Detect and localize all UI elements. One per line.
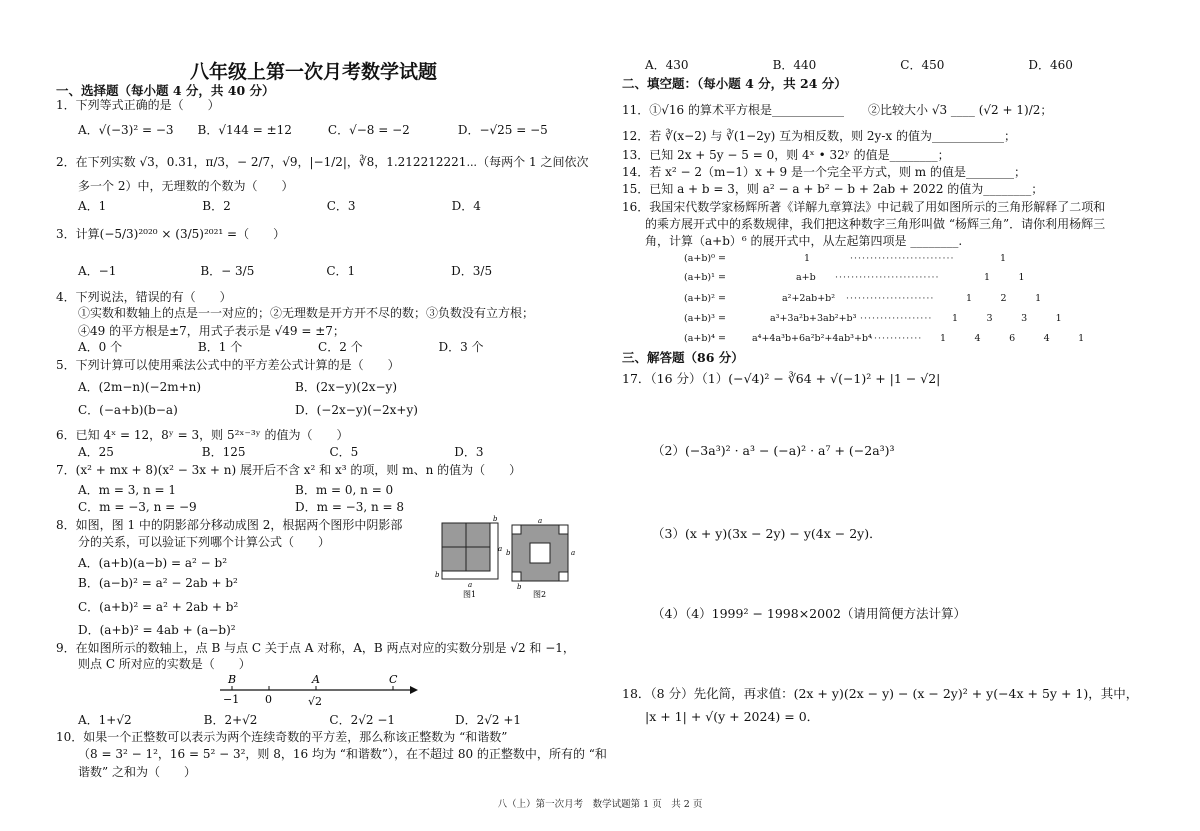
fig2-label-b: b [506,549,511,557]
q4-stem: 4．下列说法，错误的有（ ） [56,290,232,304]
q8-figure [432,515,590,601]
q7-option-c: C．m = −3, n = −9 [78,500,197,514]
q6-options: A．25 B．125 C．5 D．3 [78,445,484,459]
q7-option-d: D．m = −3, n = 8 [295,500,405,514]
q4-statements: ①实数和数轴上的点是一一对应的；②无理数是开方开不尽的数；③负数没有立方根； [78,306,535,320]
q3-options: A．−1 B．− 3/5 C．1 D．3/5 [78,264,493,278]
yh-dots-4: ············· [870,333,923,344]
q6-stem: 6．已知 4ˣ = 12，8ʸ = 3，则 5²ˣ⁻³ʸ 的值为（ ） [56,428,349,442]
fig1-label-b2: b [435,571,440,579]
point-c-label: C [389,673,398,686]
tick-minus-one: −1 [223,693,240,706]
q9-stem-cont: 则点 C 所对应的实数是（ ） [78,657,251,671]
yh-coef-4: 1 4 6 4 1 [940,333,1085,344]
q2-stem-cont: 多一个 2）中，无理数的个数为（ ） [78,179,294,193]
q5-option-a: A．(2m−n)(−2m+n) [78,380,202,394]
q12: 12．若 ∛(x−2) 与 ∛(1−2y) 互为相反数，则 2y-x 的值为____________； [622,129,1016,143]
q11: 11．①√16 的算术平方根是____________ ②比较大小 √3 ____ (√2 + 1)/2； [622,103,1053,117]
q8-stem: 8．如图，图 1 中的阴影部分移动成图 2，根据两个图形中阴影部 [56,518,403,532]
q5-option-c: C．(−a+b)(b−a) [78,403,178,417]
q10-stem-cont: （8 = 3² − 1²，16 = 5² − 3²，则 8，16 均为 “和谐数”），在不超过 80 的正整数中，所有的 “和 [78,747,607,761]
yh-dots-0: ·························· [850,253,955,264]
yh-exp-3: a³+3a²b+3ab²+b³ [770,313,857,324]
q9-stem: 9．在如图所示的数轴上，点 B 与点 C 关于点 A 对称，A，B 两点对应的实数分别是 √2 和 −1， [56,641,575,655]
q5-stem: 5．下列计算可以使用乘法公式中的平方差公式计算的是（ ） [56,358,400,372]
q4-statements-cont: ④49 的平方根是±7，用式子表示是 √49 = ±7； [78,324,345,338]
section-choice-heading: 一、选择题（每小题 4 分，共 40 分） [56,83,275,98]
page-title: 八年级上第一次月考数学试题 [190,61,438,83]
q13: 13．已知 2x + 5y − 5 = 0，则 4ˣ • 32ʸ 的值是________； [622,148,950,162]
yh-exp-2: a²+2ab+b² [782,293,836,304]
fig2-label-a: a [538,517,543,525]
yh-dots-1: ·························· [835,272,940,283]
yh-exp-0: 1 [804,253,811,264]
q9-options: A．1+√2 B．2+√2 C．2√2 −1 D．2√2 +1 [78,713,522,727]
yh-coef-1: 1 1 [984,272,1025,283]
yh-lhs-4: (a+b)⁴ = [684,333,726,344]
q18-condition: |x + 1| + √(y + 2024) = 0． [645,709,820,724]
fig1-caption: 图1 [463,590,477,599]
yh-lhs-0: (a+b)⁰ = [684,253,726,264]
q10-options: A．430 B．440 C．450 D．460 [645,58,1073,72]
q17-part1: 17．（16 分）（1）(−√4)² − ∛64 + √(−1)² + |1 − √2| [622,371,941,386]
fig1-label-b: b [493,515,498,523]
figure2-shape [512,525,568,581]
yh-dots-2: ······················ [846,293,935,304]
yh-coef-2: 1 2 1 [966,293,1042,304]
point-a-label: A [312,673,320,686]
q8-option-c: C．(a+b)² = a² + 2ab + b² [78,600,239,614]
q8-option-b: B．(a−b)² = a² − 2ab + b² [78,576,238,590]
q8-option-a: A．(a+b)(a−b) = a² − b² [78,556,227,570]
q3-stem: 3．计算(−5/3)²⁰²⁰ × (3/5)²⁰²¹ =（ ） [56,227,286,241]
q8-stem-cont: 分的关系，可以验证下列哪个计算公式（ ） [78,535,331,549]
figure1-shape [442,523,498,579]
q1-stem: 1．下列等式正确的是（ ） [56,98,220,112]
tick-zero: 0 [265,693,272,706]
q15: 15．已知 a + b = 3，则 a² − a + b² − b + 2ab + 2022 的值为________； [622,182,1044,196]
q2-options: A．1 B．2 C．3 D．4 [78,199,481,213]
q5-option-d: D．(−2x−y)(−2x+y) [295,403,418,417]
yh-coef-3: 1 3 3 1 [952,313,1062,324]
section-answer-heading: 三、解答题（86 分） [622,350,744,365]
q9-number-line [215,672,420,710]
q14: 14．若 x² − 2（m−1）x + 9 是一个完全平方式，则 m 的值是________； [622,165,1026,179]
q5-option-b: B．(2x−y)(2x−y) [295,380,398,394]
point-b-label: B [228,673,237,686]
yh-lhs-3: (a+b)³ = [684,313,726,324]
yh-lhs-2: (a+b)² = [684,293,726,304]
fig2-label-a2: a [571,549,576,557]
section-fill-heading: 二、填空题：（每小题 4 分，共 24 分） [622,76,847,91]
q17-part4: （4）（4）1999² − 1998×2002（请用简便方法计算） [652,606,966,621]
page-footer: 八（上）第一次月考 数学试题第 1 页 共 2 页 [497,799,703,810]
yh-dots-3: ·················· [860,313,933,324]
q10-stem-cont2: 谐数” 之和为（ ） [78,765,196,779]
q7-stem: 7．(x² + mx + 8)(x² − 3x + n) 展开后不含 x² 和 x³ 的项，则 m、n 的值为（ ） [56,463,522,477]
q8-option-d: D．(a+b)² = 4ab + (a−b)² [78,623,236,637]
yh-exp-4: a⁴+4a³b+6a²b²+4ab³+b⁴ [752,333,872,344]
fig1-label-a: a [498,545,503,553]
q2-stem: 2．在下列实数 √3，0.31，π/3，− 2/7，√9，|−1/2|，∛8，1.212212221⋯（每两个 1 之间依次 [56,155,589,169]
tick-sqrt2: √2 [308,695,323,708]
q7-option-b: B．m = 0, n = 0 [295,483,394,497]
q17-part2: （2）(−3a³)² · a³ − (−a)² · a⁷ + (−2a³)³ [652,443,895,458]
q1-options: A．√(−3)² = −3 B．√144 = ±12 C．√−8 = −2 D．−√25 = −5 [78,123,548,137]
yh-coef-0: 1 [1000,253,1007,264]
q7-option-a: A．m = 3, n = 1 [78,483,177,497]
q16-stem-cont2: 角，计算（a+b）⁶ 的展开式中，从左起第四项是 ________. [645,234,963,248]
yh-lhs-1: (a+b)¹ = [684,272,726,283]
q16-stem-cont: 的乘方展开式中的系数规律，我们把这种数字三角形叫做 “杨辉三角”．请你利用杨辉三 [645,217,1106,231]
q10-stem: 10．如果一个正整数可以表示为两个连续奇数的平方差，那么称该正整数为 “和谐数” [56,730,508,744]
q18-stem: 18．（8 分）先化简，再求值：(2x + y)(2x − y) − (x − 2y)² + y(−4x + 5y + 1)，其中， [622,686,1139,701]
fig2-label-b2: b [517,583,522,591]
q16-stem: 16．我国宋代数学家杨辉所著《详解九章算法》中记载了用如图所示的三角形解释了二项和 [622,200,1106,214]
q4-options: A．0 个 B．1 个 C．2 个 D．3 个 [78,340,484,354]
q17-part3: （3）(x + y)(3x − 2y) − y(4x − 2y)． [652,526,882,541]
fig2-caption: 图2 [533,590,547,599]
fig1-label-a2: a [468,581,473,589]
yh-exp-1: a+b [796,272,816,283]
